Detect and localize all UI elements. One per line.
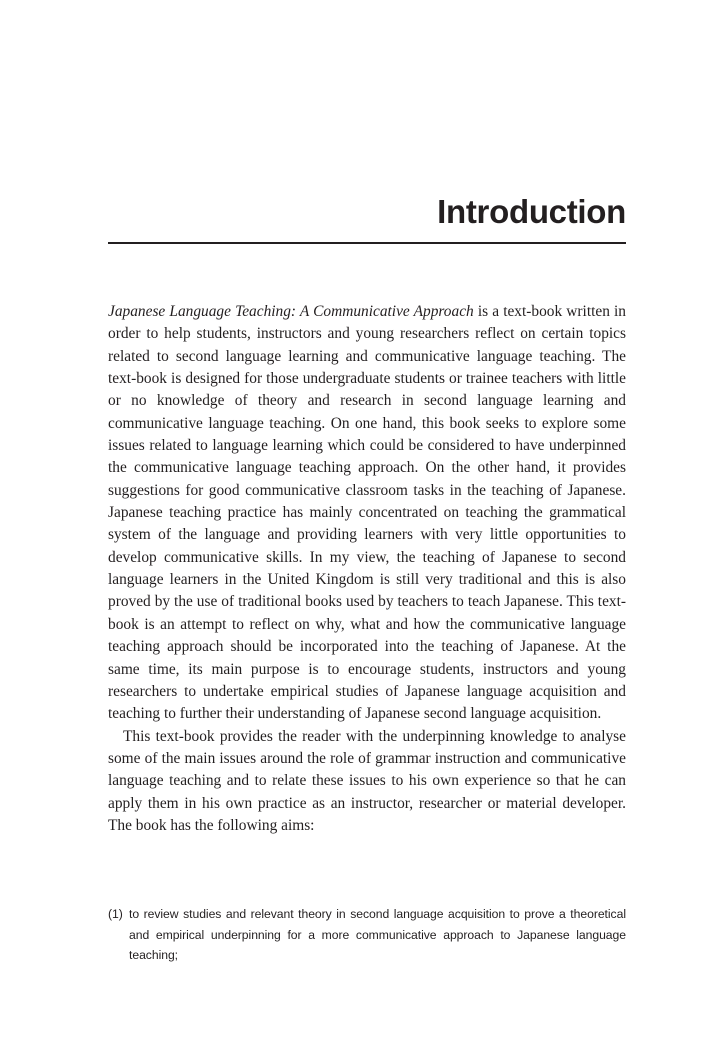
aims-list (108, 904, 626, 966)
list-item-text: to review studies and relevant theory in second language acquisition to prove a theoretical and empirical underpinning for a more communicative approach to Japanese language teaching; (129, 907, 626, 962)
chapter-title: Introduction (437, 193, 626, 230)
book-title-italic: Japanese Language Teaching: A Communicative Approach (108, 303, 474, 320)
list-item-number: (1) (108, 907, 123, 921)
paragraph-intro (108, 301, 626, 726)
body-text (108, 301, 626, 837)
paragraph-aims-lead-text: This text-book provides the reader with the underpinning knowledge to analyse some of the main issues around the role of grammar instruction and communicative language teaching and to relate these issues to his own experience so that he can apply them in his own practice as an instructor, researcher or material developer. The book has the following aims: (108, 727, 626, 834)
title-rule (108, 242, 626, 244)
list-item (108, 904, 626, 966)
paragraph-aims-lead (108, 726, 626, 838)
paragraph-intro-text: is a text-book written in order to help students, instructors and young researchers reflect on certain topics related to second language learning and communicative language teaching. The text-book is designed for those undergraduate students or trainee teachers with little or no knowledge of theory and research in second language learning and communicative language teaching. On one hand, this book seeks to explore some issues related to language learning which could be considered to have underpinned the communicative language teaching approach. On the other hand, it provides suggestions for good communicative classroom tasks in the teaching of Japanese. Japanese teaching practice has mainly concentrated on teaching the grammatical system of the language and providing learners with very little opportunities to develop communicative skills. In my view, the teaching of Japanese to second language learners in the United Kingdom is still very traditional and this is also proved by the use of traditional books used by teachers to teach Japanese. This text-book is an attempt to reflect on why, what and how the communicative language teaching approach should be incorporated into the teaching of Japanese. At the same time, its main purpose is to encourage students, instructors and young researchers to undertake empirical studies of Japanese language acquisition and teaching to further their understanding of Japanese second language acquisition. (108, 303, 626, 723)
